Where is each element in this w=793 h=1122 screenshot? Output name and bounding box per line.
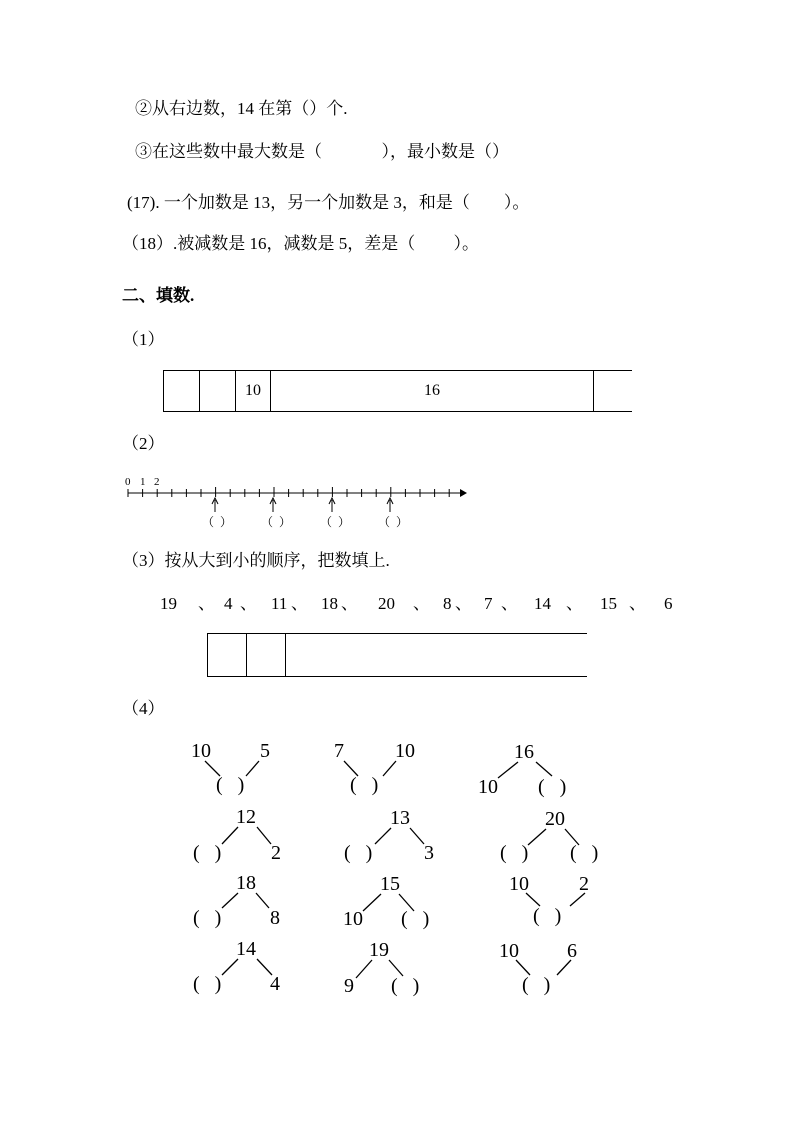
tree-number: 2 [271,842,281,864]
tree-number: 18 [236,872,256,894]
tree-number: 19 [369,939,389,961]
tree-blank[interactable]: ( ) [538,776,567,798]
tree-number: 10 [191,740,211,762]
tree-blank[interactable]: ( ) [193,842,222,864]
tree-blank[interactable]: ( ) [216,774,245,796]
tree-number: 8 [270,907,280,929]
tree-number: 3 [424,842,434,864]
tree-blank[interactable]: ( ) [344,842,373,864]
tree-number: 10 [395,740,415,762]
tree-blank[interactable]: ( ) [500,842,529,864]
tree-number: 9 [344,975,354,997]
tree-number: 10 [499,940,519,962]
tree-blank[interactable]: ( ) [401,908,430,930]
q3-separator: 、 [455,594,472,613]
tick-label: 2 [154,476,160,488]
tick-label: 0 [125,476,131,488]
tree-blank[interactable]: ( ) [350,774,379,796]
tree-number: 15 [380,873,400,895]
tick-label: 1 [140,476,146,488]
q3-separator: 、 [240,594,257,613]
q2-label: （2） [122,434,165,453]
tree-number: 16 [514,741,534,763]
tree-number: 6 [567,940,577,962]
tree-number: 10 [509,873,529,895]
q3-number: 4 [224,594,233,613]
q3-separator: 、 [501,594,518,613]
q3-separator: 、 [566,594,583,613]
tree-number: 14 [236,938,256,960]
q3-separator: 、 [198,594,215,613]
section-title: 二、填数. [122,286,195,305]
q3-number: 6 [664,594,673,613]
q3-number: 15 [600,594,617,613]
q3-number: 18 [321,594,338,613]
tree-blank[interactable]: ( ) [522,974,551,996]
q3-separator: 、 [291,594,308,613]
tree-number: 20 [545,808,565,830]
tree-number: 10 [343,908,363,930]
tree-blank[interactable]: ( ) [193,907,222,929]
number-line-blank[interactable]: （ ） [320,515,351,529]
q1-cell-value: 10 [236,371,271,411]
q3-separator: 、 [341,594,358,613]
tree-number: 12 [236,806,256,828]
question-17: (17). 一个加数是 13，另一个加数是 3，和是（ ）。 [127,193,530,212]
tree-blank[interactable]: ( ) [391,975,420,997]
q1-cell-value: 16 [271,371,594,411]
q3-number: 20 [378,594,395,613]
tree-number: 7 [334,740,344,762]
number-line-blank[interactable]: （ ） [261,515,292,529]
question-18: （18）.被减数是 16，减数是 5，差是（ ）。 [122,234,479,253]
q3-number: 7 [484,594,493,613]
tree-number: 2 [579,873,589,895]
number-line-blank[interactable]: （ ） [202,515,233,529]
question-line-14-position: ②从右边数，14 在第（）个. [135,99,348,118]
q3-number: 8 [443,594,452,613]
q3-number: 11 [271,594,288,613]
tree-number: 10 [478,776,498,798]
q3-separator: 、 [413,594,430,613]
q3-separator: 、 [629,594,646,613]
q3-label: （3）按从大到小的顺序，把数填上. [122,551,390,570]
number-line-blank[interactable]: （ ） [378,515,409,529]
tree-number: 5 [260,740,270,762]
tree-blank[interactable]: ( ) [533,905,562,927]
tree-number: 4 [270,973,280,995]
tree-blank[interactable]: ( ) [570,842,599,864]
q1-label: （1） [122,330,165,349]
tree-blank[interactable]: ( ) [193,973,222,995]
tree-number: 13 [390,807,410,829]
question-line-max-min: ③在这些数中最大数是（ ），最小数是（） [135,142,509,161]
q3-number: 19 [160,594,177,613]
q3-number: 14 [534,594,551,613]
q4-label: （4） [122,699,165,718]
